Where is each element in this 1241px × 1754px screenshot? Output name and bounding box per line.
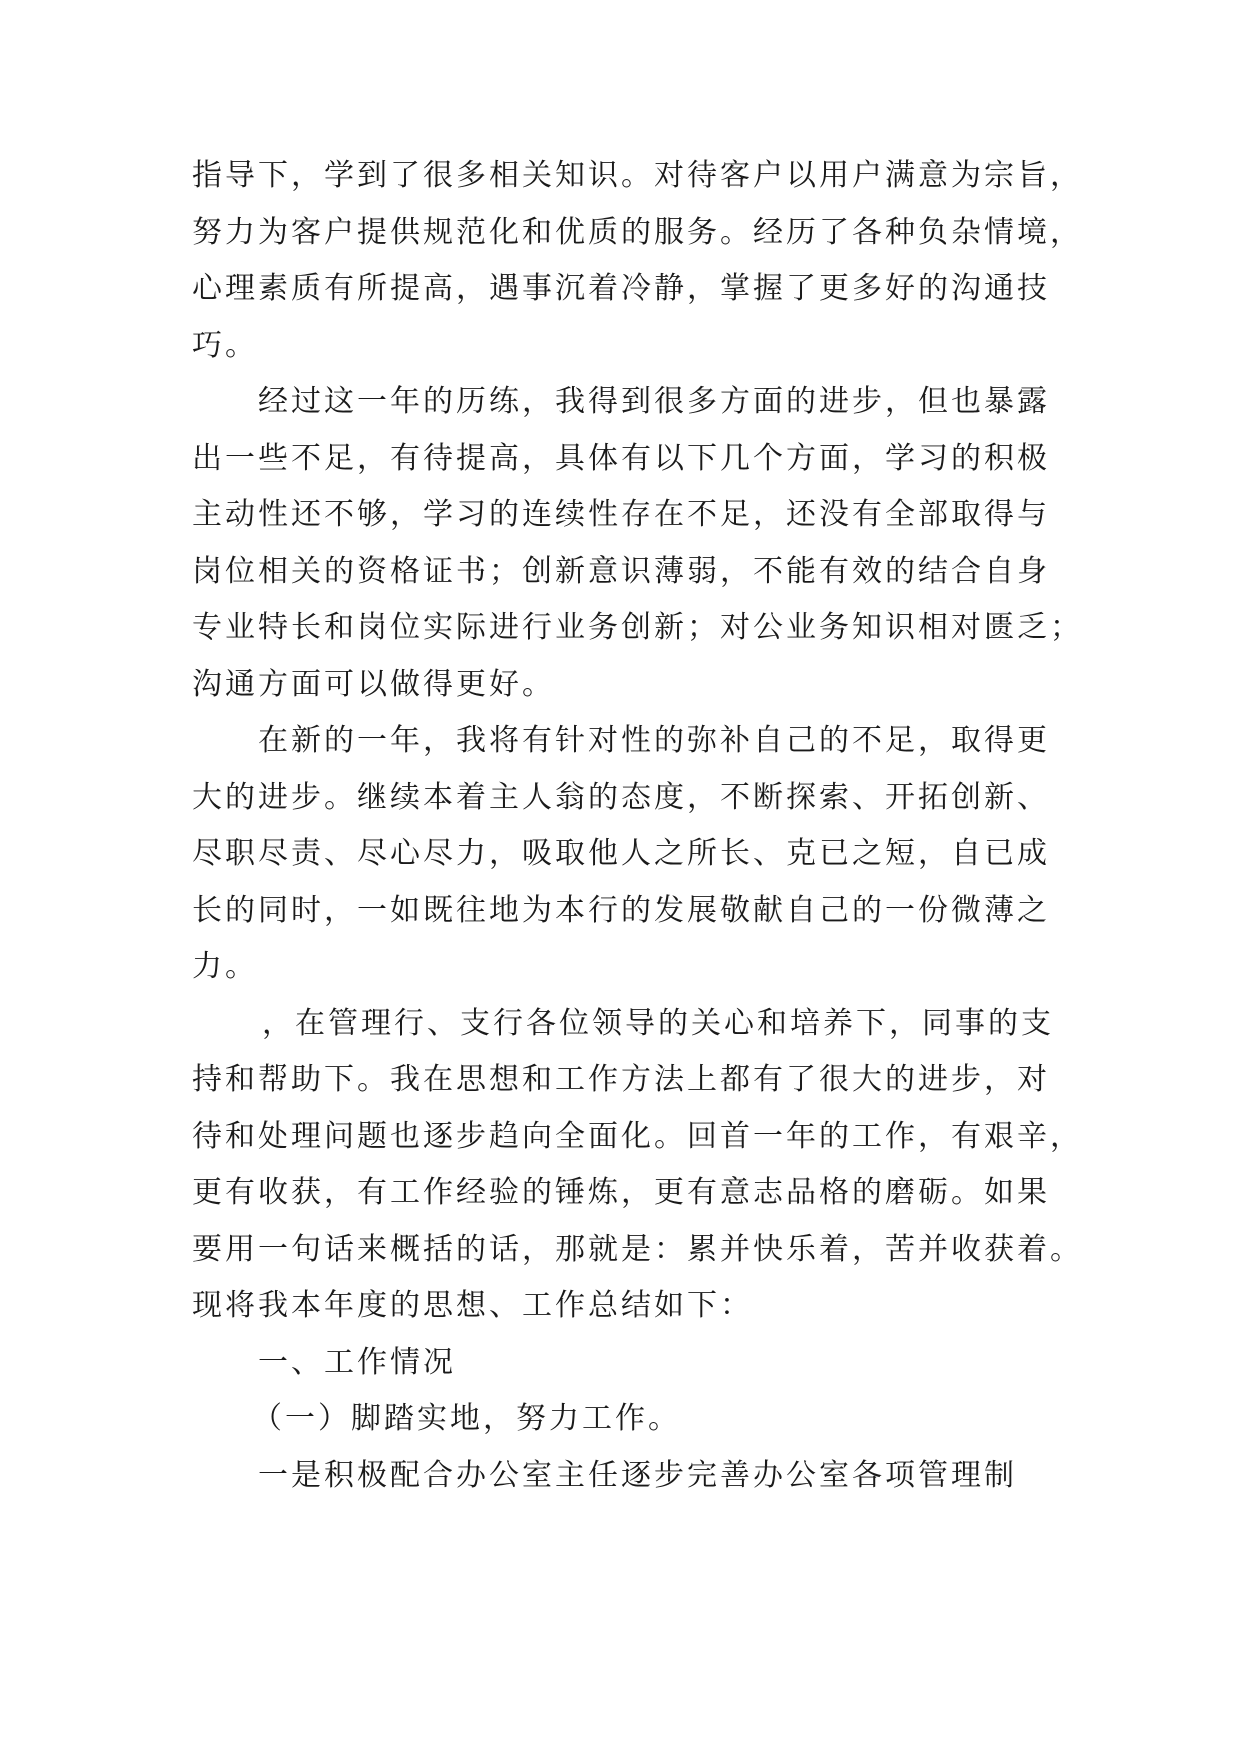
text-line: 长的同时，一如既往地为本行的发展敬献自己的一份微薄之 bbox=[192, 892, 1050, 928]
text-line: 努力为客户提供规范化和优质的服务。经历了各种负杂情境， bbox=[192, 214, 1083, 250]
text-line: 主动性还不够，学习的连续性存在不足，还没有全部取得与 bbox=[192, 497, 1050, 532]
text-line: 专业特长和岗位实际进行业务创新；对公业务知识相对匮乏； bbox=[192, 610, 1083, 645]
text-line: 巧。 bbox=[192, 327, 258, 363]
paragraph-start-line: ，在管理行、支行各位领导的关心和培养下，同事的支 bbox=[262, 1005, 1054, 1041]
text-line: 心理素质有所提高，遇事沉着冷静，掌握了更多好的沟通技 bbox=[192, 271, 1050, 306]
text-line: 指导下，学到了很多相关知识。对待客户以用户满意为宗旨， bbox=[192, 158, 1083, 193]
text-line: 出一些不足，有待提高，具体有以下几个方面，学习的积极 bbox=[192, 440, 1050, 476]
text-line: 待和处理问题也逐步趋向全面化。回首一年的工作，有艰辛， bbox=[192, 1118, 1083, 1154]
paragraph-start-line: 一是积极配合办公室主任逐步完善办公室各项管理制 bbox=[258, 1457, 1017, 1493]
text-line: 更有收获，有工作经验的锤炼，更有意志品格的磨砺。如果 bbox=[192, 1175, 1050, 1210]
paragraph-start-line: 经过这一年的历练，我得到很多方面的进步，但也暴露 bbox=[258, 384, 1050, 419]
text-line: 要用一句话来概括的话，那就是：累并快乐着，苦并收获着。 bbox=[192, 1231, 1083, 1267]
section-heading: 一、工作情况 bbox=[258, 1344, 456, 1380]
text-line: 沟通方面可以做得更好。 bbox=[192, 666, 555, 702]
document-body bbox=[192, 148, 1092, 1504]
text-line: 持和帮助下。我在思想和工作方法上都有了很大的进步，对 bbox=[192, 1062, 1050, 1097]
paragraph-start-line: 在新的一年，我将有针对性的弥补自己的不足，取得更 bbox=[258, 723, 1050, 758]
subsection-heading: （一）脚踏实地，努力工作。 bbox=[252, 1401, 681, 1436]
text-line: 岗位相关的资格证书；创新意识薄弱，不能有效的结合自身 bbox=[192, 553, 1050, 589]
text-line: 力。 bbox=[192, 949, 258, 984]
text-line: 尽职尽责、尽心尽力，吸取他人之所长、克已之短，自已成 bbox=[192, 836, 1050, 871]
text-line: 现将我本年度的思想、工作总结如下： bbox=[192, 1288, 753, 1323]
text-line: 大的进步。继续本着主人翁的态度，不断探索、开拓创新、 bbox=[192, 779, 1050, 815]
